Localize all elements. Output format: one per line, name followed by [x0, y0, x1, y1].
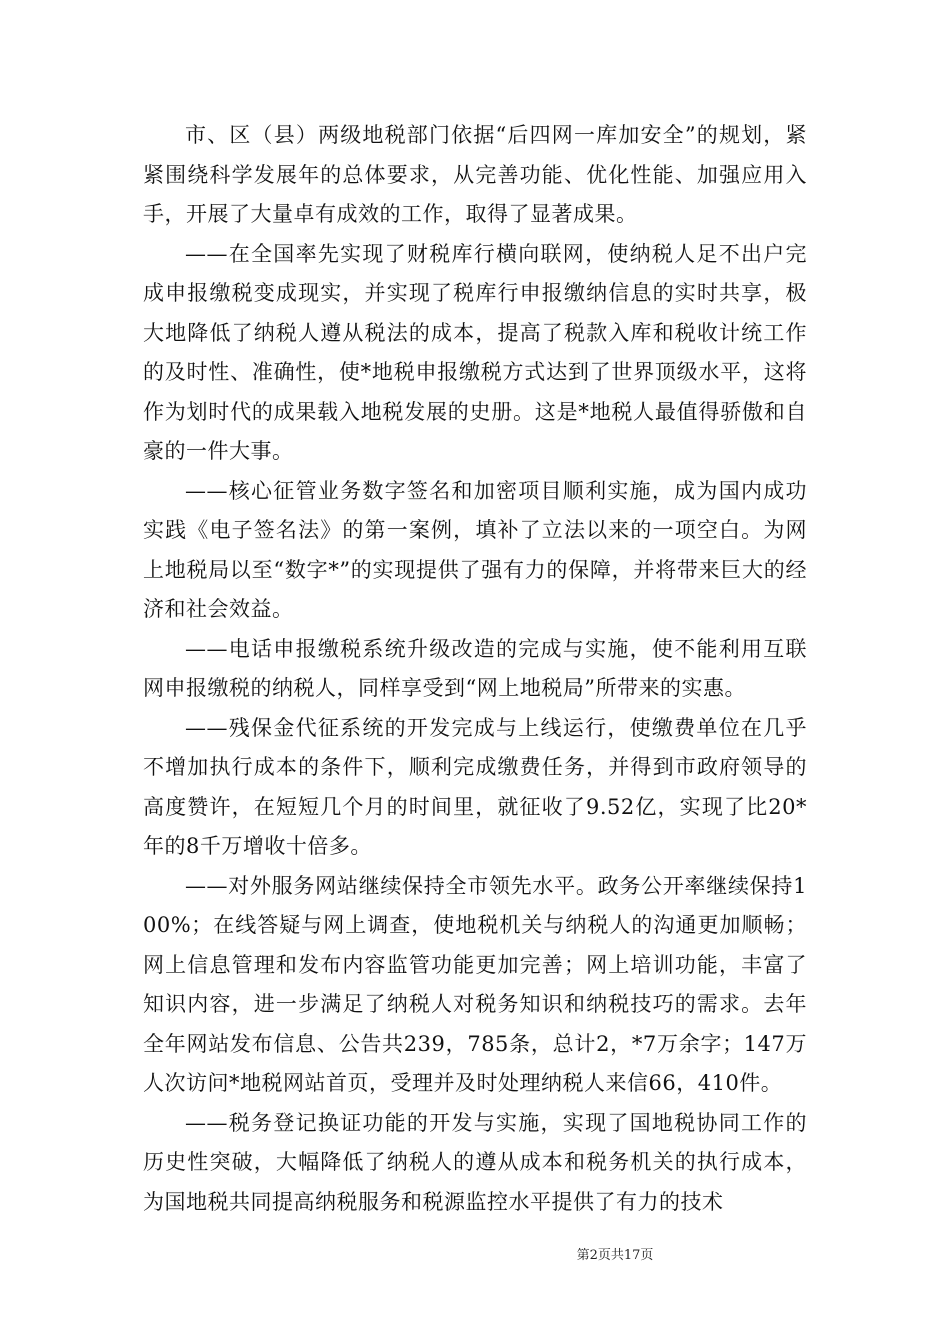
- paragraph-digital-signature: ——核心征管业务数字签名和加密项目顺利实施，成为国内成功实践《电子签名法》的第一案例，填补了立法以来的一项空白。为网上地税局以至“数字*”的实现提供了强有力的保障，并将带来巨大的经济和社会效益。: [143, 478, 807, 621]
- paragraph-tax-bank-network: ——在全国率先实现了财税库行横向联网，使纳税人足不出户完成申报缴税变成现实，并实现了税库行申报缴纳信息的实时共享，极大地降低了纳税人遵从税法的成本，提高了税款入库和税收计统工作的及时性、准确性，使*地税申报缴税方式达到了世界顶级水平，这将作为划时代的成果载入地税发展的史册。这是*地税人最值得骄傲和自豪的一件大事。: [143, 241, 807, 463]
- paragraph-disability-fund: ——残保金代征系统的开发完成与上线运行，使缴费单位在几乎不增加执行成本的条件下，顺利完成缴费任务，并得到市政府领导的高度赞许，在短短几个月的时间里，就征收了9.52亿，实现了比20*年的8千万增收十倍多。: [143, 715, 807, 858]
- page-number-footer: 第2页共17页: [576, 1248, 654, 1263]
- paragraph-registration-renewal: ——税务登记换证功能的开发与实施，实现了国地税协同工作的历史性突破，大幅降低了纳税人的遵从成本和税务机关的执行成本，为国地税共同提高纳税服务和税源监控水平提供了有力的技术: [143, 1110, 807, 1214]
- paragraph-phone-filing: ——电话申报缴税系统升级改造的完成与实施，使不能利用互联网申报缴税的纳税人，同样享受到“网上地税局”所带来的实惠。: [143, 636, 807, 700]
- paragraph-website-service: ——对外服务网站继续保持全市领先水平。政务公开率继续保持100%；在线答疑与网上调查，使地税机关与纳税人的沟通更加顺畅；网上信息管理和发布内容监管功能更加完善；网上培训功能，丰富了知识内容，进一步满足了纳税人对税务知识和纳税技巧的需求。去年全年网站发布信息、公告共239，785条，总计2，*7万余字；147万人次访问*地税网站首页，受理并及时处理纳税人来信66，410件。: [143, 873, 807, 1095]
- document-body: [143, 116, 807, 1222]
- paragraph-intro: 市、区（县）两级地税部门依据“后四网一库加安全”的规划，紧紧围绕科学发展年的总体要求，从完善功能、优化性能、加强应用入手，开展了大量卓有成效的工作，取得了显著成果。: [143, 123, 807, 226]
